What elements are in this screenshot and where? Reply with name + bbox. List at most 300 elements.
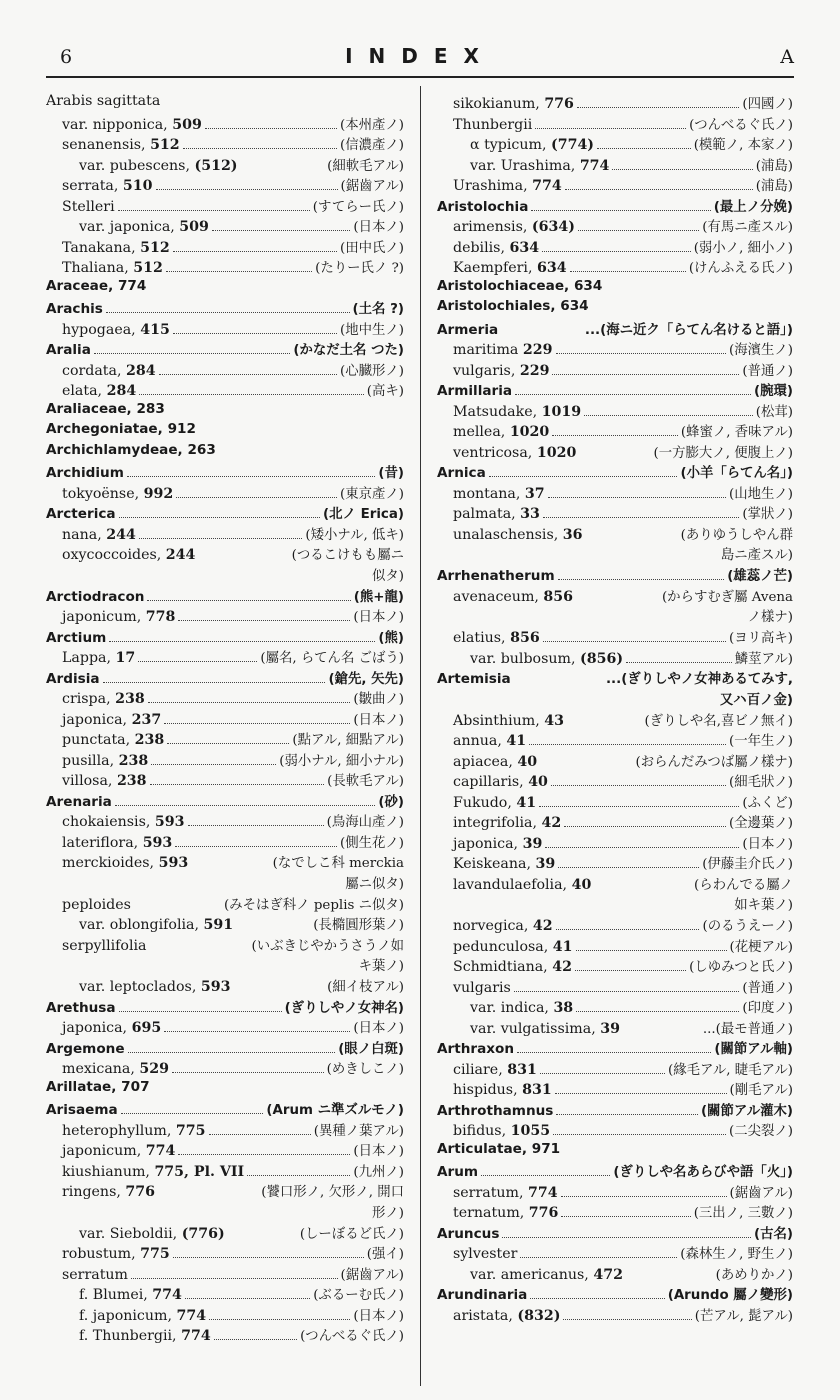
entry-name: tokyoënse, 992	[62, 485, 174, 502]
index-entry	[437, 155, 793, 176]
entry-name: Armillaria	[437, 383, 513, 399]
page-ref: 634	[536, 260, 567, 276]
entry-line	[62, 544, 404, 565]
leader-dots	[178, 620, 350, 621]
index-entry	[437, 586, 793, 628]
entry-gloss: (あめりかノ)	[715, 1267, 793, 1283]
page-ref: 284	[126, 362, 156, 379]
entry-gloss: (細イ枝アル)	[327, 980, 404, 995]
entry-name: Argemone	[46, 1040, 125, 1057]
page-ref: 776	[544, 96, 574, 112]
leader-dots	[481, 1175, 610, 1176]
index-entry	[46, 196, 404, 217]
index-entry	[437, 1202, 793, 1223]
page-ref: 775, Pl. VII	[154, 1163, 245, 1180]
entry-name: aristata, (832)	[453, 1307, 561, 1324]
entry-name: annua, 41	[453, 733, 527, 749]
entry-gloss: (ぎりしや名,喜ビノ無イ)	[644, 713, 793, 729]
page-ref: 283	[136, 400, 165, 417]
index-entry	[46, 894, 404, 915]
leader-dots	[247, 1175, 350, 1176]
leader-dots	[577, 107, 739, 108]
entry-name: ternatum, 776	[453, 1205, 559, 1221]
index-entry	[46, 770, 404, 791]
index-entry	[437, 483, 793, 504]
entry-name: Aristolochia	[437, 198, 529, 215]
entry-line	[62, 873, 404, 894]
page-ref: (634)	[531, 219, 575, 235]
leader-dots	[166, 271, 312, 272]
entry-gloss: (模範ノ, 本家ノ)	[693, 138, 793, 153]
column-divider	[420, 86, 421, 1386]
leader-dots	[561, 1196, 727, 1197]
page-ref: 36	[562, 526, 583, 543]
entry-name: Arenaria	[46, 793, 112, 810]
leader-dots	[556, 929, 700, 930]
page-ref: 512	[150, 137, 180, 153]
entry-name: heterophyllum, 775	[62, 1122, 206, 1139]
index-entry	[46, 1120, 404, 1141]
leader-dots	[176, 497, 337, 498]
index-entry	[437, 257, 793, 278]
entry-gloss: (鋸齒アル)	[340, 179, 404, 194]
entry-name: Fukudo, 41	[453, 794, 537, 811]
entry-name: elata, 284	[62, 383, 137, 399]
page-ref: 38	[553, 1000, 574, 1016]
entry-gloss: (つんべるぐ氏ノ)	[689, 117, 793, 133]
entry-name: robustum, 775	[62, 1246, 170, 1262]
entry-gloss: ...(最モ普通ノ)	[702, 1021, 793, 1037]
page-ref: 992	[143, 485, 174, 502]
leader-dots	[565, 189, 753, 190]
entry-name: oxycoccoides, 244	[62, 547, 196, 563]
page-ref: (512)	[194, 157, 238, 174]
entry-gloss: (點アル, 細點アル)	[292, 733, 404, 748]
page-ref: 634	[509, 239, 540, 256]
page-ref: 238	[118, 752, 149, 769]
entry-name: sikokianum, 776	[453, 96, 574, 112]
leader-dots	[156, 189, 338, 190]
page-ref: 776	[125, 1184, 155, 1200]
entry-name: hispidus, 831	[453, 1082, 552, 1098]
index-entry	[437, 627, 793, 648]
entry-gloss: (小羊「らてん名」)	[680, 466, 793, 481]
page-ref: 774	[528, 1184, 558, 1201]
entry-name: pusilla, 238	[62, 752, 149, 769]
entry-name: japonica, 695	[62, 1020, 162, 1036]
index-entry	[437, 339, 793, 360]
page-ref: 634	[560, 298, 589, 314]
entry-gloss: (二尖裂ノ)	[728, 1124, 793, 1139]
entry-gloss: (强イ)	[366, 1247, 404, 1262]
index-entry	[437, 216, 793, 237]
page-ref: 1019	[541, 403, 582, 420]
index-heading	[437, 1038, 793, 1059]
entry-name: hypogaea, 415	[62, 321, 170, 338]
leader-dots	[147, 600, 350, 601]
entry-gloss: (日本ノ)	[353, 1021, 404, 1036]
index-entry	[437, 1120, 793, 1141]
page-ref: 707	[121, 1078, 150, 1095]
page-ref: 776	[528, 1205, 559, 1221]
page-ref: 41	[506, 733, 527, 749]
leader-dots	[138, 661, 257, 662]
page-ref: 912	[167, 421, 196, 437]
entry-name: apiacea, 40	[453, 753, 538, 770]
index-entry	[437, 936, 793, 957]
index-heading	[46, 401, 404, 422]
leader-dots	[570, 271, 686, 272]
leader-dots	[127, 476, 376, 477]
index-heading	[437, 462, 793, 483]
leader-dots	[597, 148, 691, 149]
entry-gloss: (有馬ニ產スル)	[702, 220, 793, 235]
entry-gloss: (關節アル灌木)	[700, 1103, 793, 1119]
leader-dots	[626, 662, 732, 663]
entry-line	[453, 544, 793, 565]
index-entry	[46, 1017, 404, 1038]
page-ref: 774	[152, 1287, 182, 1303]
page-ref: 774	[181, 1328, 211, 1344]
entry-gloss: (古名)	[753, 1226, 793, 1242]
page-ref: 229	[519, 362, 550, 379]
entry-gloss: (ふくど)	[742, 795, 793, 811]
index-entry	[46, 319, 404, 340]
entry-name: Kaempferi, 634	[453, 260, 567, 276]
leader-dots	[558, 579, 725, 580]
entry-gloss: (浦島)	[755, 179, 793, 194]
entry-gloss: (北ノ Erica)	[323, 507, 404, 522]
entry-gloss: (つるこけもも屬ニ	[291, 548, 404, 563]
entry-gloss: (山地生ノ)	[728, 486, 793, 502]
page-ref: 774	[176, 1307, 207, 1324]
page-ref: 778	[145, 609, 176, 625]
entry-line	[453, 524, 793, 545]
leader-dots	[555, 1093, 727, 1094]
entry-gloss: (森林生ノ, 野生ノ)	[680, 1247, 793, 1262]
index-entry	[437, 812, 793, 833]
page-ref: (856)	[580, 650, 624, 667]
entry-name: Artemisia	[437, 671, 511, 687]
index-entry	[46, 155, 404, 176]
entry-name: cordata, 284	[62, 362, 156, 379]
entry-name: japonica, 39	[453, 835, 543, 852]
index-entry	[437, 1243, 793, 1264]
page-ref: 42	[532, 918, 553, 934]
index-heading	[46, 421, 404, 442]
leader-dots	[139, 394, 364, 395]
page-ref: 238	[116, 773, 147, 789]
leader-dots	[148, 702, 351, 703]
index-heading	[437, 668, 793, 710]
index-heading	[46, 503, 404, 524]
leader-dots	[542, 251, 691, 252]
entry-name: merckioides, 593	[62, 855, 189, 871]
entry-gloss: (信濃產ノ)	[339, 138, 404, 153]
page-ref: 43	[544, 712, 565, 729]
page-ref: (832)	[517, 1307, 561, 1324]
entry-gloss: (松茸)	[755, 404, 793, 420]
page-ref: 512	[140, 239, 170, 256]
index-entry	[46, 811, 404, 832]
entry-name: Arabis sagittata	[46, 93, 161, 109]
page-ref: 529	[139, 1061, 170, 1077]
index-entry	[437, 524, 793, 566]
entry-name: Aralia	[46, 342, 91, 358]
entry-name: var. Urashima, 774	[470, 157, 610, 174]
entry-gloss: (長軟毛アル)	[327, 774, 404, 789]
leader-dots	[139, 538, 303, 539]
leader-dots	[118, 210, 310, 211]
index-entry	[437, 771, 793, 792]
entry-gloss: (いぶきじやかうさうノ如	[251, 938, 404, 954]
entry-gloss: (すてらー氏ノ)	[312, 199, 404, 215]
page-ref: 593	[200, 979, 231, 995]
index-entry	[46, 852, 404, 894]
entry-name: debilis, 634	[453, 239, 540, 256]
page-ref: 238	[115, 691, 145, 707]
entry-name: Arethusa	[46, 999, 116, 1016]
entry-name: serratum, 774	[453, 1184, 558, 1201]
leader-dots	[575, 970, 686, 971]
page-title: INDEX	[345, 44, 495, 68]
leader-dots	[552, 435, 678, 436]
page-ref: 39	[522, 835, 543, 852]
index-entry	[437, 956, 793, 977]
entry-gloss: (ぎりしや名あらびや語「火」)	[613, 1165, 793, 1180]
entry-gloss: (鋸齒アル)	[729, 1185, 793, 1201]
entry-name: vulgaris	[453, 979, 511, 996]
leader-dots	[545, 847, 739, 848]
entry-name: var. indica, 38	[470, 1000, 574, 1016]
index-heading	[437, 380, 793, 401]
entry-name: var. leptoclados, 593	[79, 979, 231, 995]
index-heading	[46, 627, 404, 648]
entry-gloss: (細軟毛アル)	[327, 158, 404, 174]
entry-line	[62, 935, 404, 956]
leader-dots	[563, 1319, 691, 1320]
index-entry	[46, 237, 404, 258]
entry-gloss-continued: キ葉ノ)	[358, 959, 404, 974]
index-entry	[437, 421, 793, 442]
entry-name: avenaceum, 856	[453, 588, 574, 605]
page-ref: (776)	[181, 1225, 225, 1242]
index-heading	[46, 791, 404, 812]
entry-name: Arcterica	[46, 506, 116, 522]
entry-gloss: (蜂蜜ノ, 香味アル)	[680, 425, 793, 440]
entry-name: crispa, 238	[62, 691, 145, 707]
entry-gloss: (緣毛アル, 睫毛アル)	[667, 1062, 793, 1078]
entry-gloss: (弱小ナル, 細小ナル)	[279, 753, 404, 769]
leader-dots	[543, 641, 726, 642]
entry-name: ringens, 776	[62, 1184, 155, 1200]
entry-name: ventricosa, 1020	[453, 444, 577, 461]
entry-gloss: (掌狀ノ)	[742, 507, 793, 522]
index-entry	[437, 792, 793, 813]
entry-line	[62, 1202, 404, 1223]
index-heading	[46, 997, 404, 1018]
page-ref: 1020	[536, 444, 577, 461]
page-number: 6	[60, 46, 73, 68]
entry-name: ciliare, 831	[453, 1061, 537, 1078]
page-ref: 593	[154, 814, 185, 830]
index-entry	[46, 1243, 404, 1264]
index-entry	[46, 380, 404, 401]
index-heading	[46, 1038, 404, 1059]
index-entry	[437, 401, 793, 422]
index-entry	[46, 1223, 404, 1244]
leader-dots	[540, 1073, 665, 1074]
entry-name: bifidus, 1055	[453, 1123, 551, 1139]
entry-name: f. japonicum, 774	[79, 1307, 207, 1324]
leader-dots	[578, 230, 699, 231]
entry-name: Aruncus	[437, 1225, 500, 1242]
entry-gloss: (鎗先, 矢先)	[328, 671, 404, 687]
entry-name: lateriflora, 593	[62, 834, 173, 851]
index-entry	[46, 729, 404, 750]
index-entry	[437, 751, 793, 772]
leader-dots	[576, 1011, 739, 1012]
entry-gloss: (けんふえる氏ノ)	[688, 261, 793, 276]
entry-gloss: (日本ノ)	[742, 836, 793, 852]
entry-gloss: (最上ノ分娩)	[713, 199, 793, 215]
index-entry	[46, 134, 404, 155]
entry-name: arimensis, (634)	[453, 219, 575, 235]
entry-name: japonicum, 778	[62, 609, 176, 625]
entry-name: Thunbergii	[453, 116, 533, 133]
page-ref: 509	[172, 116, 202, 133]
entry-gloss-continued: 屬ニ似タ)	[345, 876, 404, 892]
entry-name: Aristolochiaceae, 634	[437, 277, 603, 294]
page-ref: 33	[520, 506, 540, 522]
leader-dots	[151, 764, 276, 765]
entry-gloss: (海濱生ノ)	[728, 343, 793, 358]
index-entry	[437, 114, 793, 135]
entry-line	[62, 852, 404, 873]
entry-gloss: (日本ノ)	[353, 1144, 404, 1159]
leader-dots	[535, 128, 686, 129]
entry-gloss: (弱小ノ, 細小ノ)	[693, 240, 793, 256]
index-entry	[437, 1264, 793, 1285]
entry-gloss: (Arundo 屬ノ變形)	[667, 1288, 793, 1303]
index-entry	[437, 1079, 793, 1100]
entry-line	[437, 689, 793, 710]
entry-name: Aristolochiales, 634	[437, 298, 589, 314]
entry-name: mexicana, 529	[62, 1061, 170, 1077]
entry-name: serrata, 510	[62, 178, 153, 194]
entry-name: senanensis, 512	[62, 137, 180, 153]
entry-name: Arctium	[46, 629, 107, 646]
index-entry	[46, 175, 404, 196]
page-ref: 263	[187, 441, 216, 458]
entry-gloss: (雄蕊ノ芒)	[727, 569, 793, 584]
index-entry	[437, 915, 793, 936]
leader-dots	[553, 1134, 726, 1135]
entry-name: Arum	[437, 1164, 479, 1180]
index-entry	[46, 524, 404, 545]
leader-dots	[548, 497, 726, 498]
page-ref: 284	[106, 383, 137, 399]
leader-dots	[612, 169, 752, 170]
entry-gloss: (熊)	[378, 630, 404, 646]
entry-gloss: (砂)	[378, 794, 404, 810]
index-heading	[46, 278, 404, 299]
page-ref: 17	[115, 650, 136, 666]
entry-name: var. pubescens, (512)	[79, 157, 238, 174]
leader-dots	[515, 394, 751, 395]
index-heading	[46, 1099, 404, 1120]
page-ref: 42	[541, 815, 562, 831]
entry-gloss: (からすむぎ屬 Avena	[661, 589, 793, 605]
entry-gloss: (しーぼるど氏ノ)	[299, 1226, 404, 1242]
index-entry	[437, 93, 793, 114]
page-ref: 591	[203, 917, 234, 933]
index-heading	[437, 1100, 793, 1121]
index-entry	[46, 647, 404, 668]
entry-gloss: (浦島)	[755, 158, 793, 174]
entry-name: Schmidtiana, 42	[453, 959, 572, 975]
entry-name: f. Thunbergii, 774	[79, 1328, 211, 1344]
page-ref: 695	[131, 1020, 162, 1036]
entry-gloss-continued: 又ハ百ノ金)	[719, 692, 793, 708]
entry-name: Lappa, 17	[62, 650, 136, 666]
leader-dots	[551, 785, 726, 786]
entry-gloss: (高キ)	[366, 384, 404, 399]
page-ref: 509	[179, 219, 209, 235]
leader-dots	[109, 641, 375, 642]
index-entry	[437, 710, 793, 731]
page-ref: 37	[524, 485, 545, 502]
entry-gloss: (ありゆうしやん群	[680, 527, 793, 543]
section-letter: A	[780, 46, 794, 68]
leader-dots	[556, 353, 726, 354]
entry-gloss: ...(海ニ近ク「らてん名けると語」)	[584, 322, 793, 338]
page-ref: 774	[117, 277, 147, 294]
entry-name: var. bulbosum, (856)	[470, 650, 624, 667]
entry-gloss: (日本ノ)	[353, 220, 404, 235]
index-heading	[46, 586, 404, 607]
entry-gloss: (鳥海山產ノ)	[326, 815, 404, 830]
index-entry	[46, 750, 404, 771]
leader-dots	[94, 353, 290, 354]
leader-dots	[576, 950, 727, 951]
page-ref: 415	[140, 321, 170, 338]
page-ref: 40	[528, 774, 548, 790]
index-entry	[46, 1325, 404, 1346]
entry-name: Araceae, 774	[46, 277, 147, 294]
entry-gloss: (土名 ?)	[352, 302, 404, 317]
entry-name: Stelleri	[62, 198, 115, 215]
index-entry	[437, 503, 793, 524]
leader-dots	[164, 723, 350, 724]
entry-name: japonica, 237	[62, 711, 162, 728]
page-ref: 39	[600, 1020, 620, 1037]
leader-dots	[205, 128, 337, 129]
leader-dots	[106, 312, 350, 313]
page-ref: 238	[134, 732, 165, 748]
entry-name: maritima 229	[453, 342, 553, 358]
entry-name: var. vulgatissima, 39	[470, 1020, 620, 1037]
entry-gloss: 鱗莖アル)	[734, 651, 793, 667]
entry-line	[62, 565, 404, 586]
page-ref: 634	[573, 277, 603, 294]
index-entry	[46, 709, 404, 730]
index-entry	[46, 688, 404, 709]
leader-dots	[517, 1052, 711, 1053]
entry-name: Ardisia	[46, 670, 100, 687]
leader-dots	[531, 210, 710, 211]
index-entry	[46, 976, 404, 997]
